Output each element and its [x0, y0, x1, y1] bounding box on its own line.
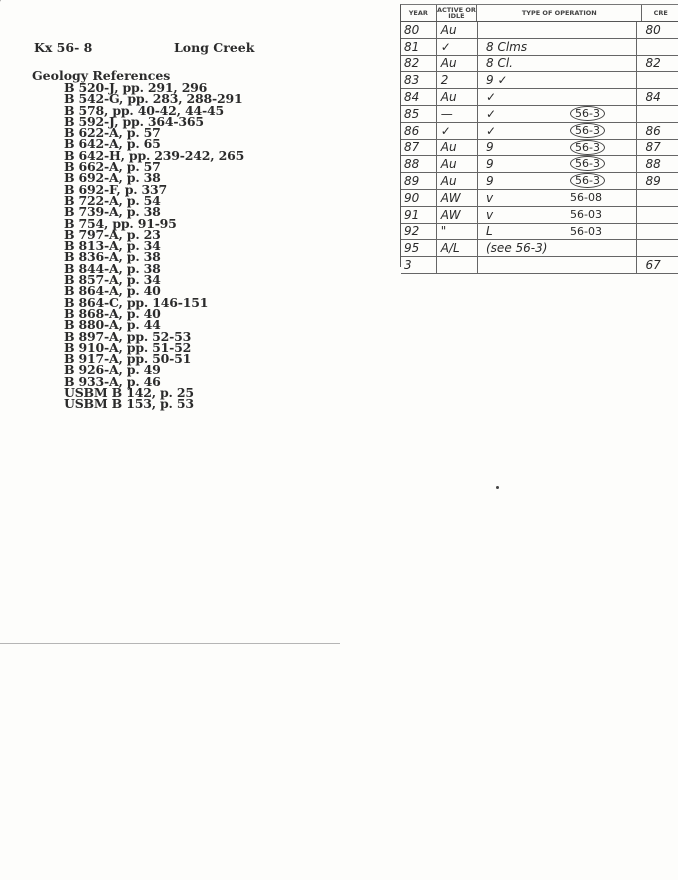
reference-item: USBM B 153, p. 53 [64, 396, 194, 412]
cell-type-text: v [486, 190, 494, 205]
cell-active: 2 [437, 72, 478, 88]
operations-row [401, 190, 678, 207]
cell-active: ✓ [437, 39, 478, 55]
cell-ref: 56-3 [570, 173, 605, 188]
cell-type-text: 9 ✓ [486, 73, 508, 88]
cell-year: 92 [401, 224, 437, 240]
header-active: ACTIVE OR IDLE [436, 6, 476, 20]
operations-row [401, 39, 678, 56]
header-type: TYPE OF OPERATION [477, 5, 642, 21]
cell-cre: 84 [645, 90, 661, 105]
cell-year: 85 [401, 106, 437, 122]
cell-year: 88 [401, 156, 437, 172]
reference-item: B 880-A, p. 44 [64, 317, 161, 333]
cell-cre [637, 190, 678, 206]
reference-item: B 926-A, p. 49 [64, 362, 161, 378]
cell-type [478, 72, 637, 88]
reference-item: B 857-A, p. 34 [64, 272, 161, 288]
cell-type-text: ✓ [486, 123, 497, 138]
cell-type [478, 173, 637, 189]
reference-item: B 844-A, p. 38 [64, 260, 161, 276]
reference-item: B 692-A, p. 38 [64, 170, 161, 186]
reference-item: B 520-J, pp. 291, 296 [64, 80, 208, 95]
cell-year: 91 [401, 207, 437, 223]
cell-year: 86 [401, 123, 437, 139]
operations-row [401, 257, 678, 274]
cell-cre: 82 [645, 56, 661, 71]
cell-cre [637, 207, 678, 223]
operations-header-row [401, 5, 678, 22]
reference-item: B 897-A, pp. 52-53 [64, 328, 192, 344]
operations-table [400, 4, 678, 273]
cell-type [478, 140, 637, 156]
cell-year: 89 [401, 173, 437, 189]
cell-type-text: 9 [486, 157, 494, 172]
cell-type [478, 156, 637, 172]
operations-row [401, 140, 678, 157]
cell-year: 82 [401, 56, 437, 72]
cell-active: AW [437, 190, 478, 206]
cell-cre [637, 106, 678, 122]
cell-ref: 56-3 [570, 106, 605, 121]
cell-ref: 56-3 [570, 123, 605, 138]
operations-row [401, 173, 678, 190]
cell-active: AW [437, 207, 478, 223]
cell-cre: 87 [645, 140, 661, 155]
cell-ref: 56-3 [570, 140, 605, 155]
cell-ref: 56-08 [570, 191, 602, 205]
header-year: YEAR [401, 5, 437, 21]
cell-type [478, 207, 637, 223]
cell-active: ✓ [437, 123, 478, 139]
reference-item: B 592-J, pp. 364-365 [64, 113, 204, 129]
cell-active: Au [437, 173, 478, 189]
operations-row [401, 56, 678, 73]
fold-line [0, 643, 340, 644]
cell-active [437, 257, 478, 273]
operations-row [401, 89, 678, 106]
cell-type [478, 224, 637, 240]
reference-item: B 578, pp. 40-42, 44-45 [64, 102, 224, 118]
cell-year: 95 [401, 240, 437, 256]
cell-ref: 56-03 [570, 224, 602, 238]
cell-cre [637, 224, 678, 240]
reference-item: B 642-H, pp. 239-242, 265 [64, 147, 245, 163]
cell-cre: 86 [645, 123, 661, 138]
cell-year: 90 [401, 190, 437, 206]
operations-row [401, 240, 678, 257]
cell-cre: 80 [645, 22, 661, 37]
cell-ref: 56-03 [570, 208, 602, 222]
reference-item: USBM B 142, p. 25 [64, 385, 194, 401]
cell-active: Au [437, 56, 478, 72]
cell-type [478, 89, 637, 105]
cell-type [478, 106, 637, 122]
cell-type [478, 56, 637, 72]
operations-row [401, 72, 678, 89]
cell-cre: 67 [645, 258, 661, 273]
operations-row [401, 106, 678, 123]
reference-item: B 864-A, p. 40 [64, 283, 161, 299]
reference-item: B 864-C, pp. 146-151 [64, 294, 209, 310]
reference-item: B 910-A, pp. 51-52 [64, 339, 192, 355]
cell-active: Au [437, 140, 478, 156]
cell-type-text: 9 [486, 174, 494, 189]
cell-active: Au [437, 89, 478, 105]
operations-row [401, 224, 678, 241]
cell-type-text: ✓ [486, 90, 497, 105]
reference-item: B 813-A, p. 34 [64, 238, 161, 254]
operations-row [401, 22, 678, 39]
cell-type-text: 8 Clms [486, 39, 528, 54]
cell-cre: 89 [645, 174, 661, 189]
cell-year: 87 [401, 140, 437, 156]
cell-year: 3 [401, 257, 437, 273]
cell-cre: 88 [645, 157, 661, 172]
reference-item: B 622-A, p. 57 [64, 125, 161, 141]
cell-year: 83 [401, 72, 437, 88]
cell-type-text: 9 [486, 140, 494, 155]
operations-row [401, 207, 678, 224]
reference-item: B 722-A, p. 54 [64, 192, 161, 208]
cell-type-text: ᒪ [486, 224, 493, 239]
cell-cre [637, 39, 678, 55]
operations-body [401, 22, 678, 274]
references-list [64, 82, 244, 410]
cell-year: 84 [401, 89, 437, 105]
cell-active: — [437, 106, 478, 122]
reference-item: B 542-G, pp. 283, 288-291 [64, 91, 243, 107]
cell-type [478, 257, 637, 273]
cell-ref: 56-3 [570, 156, 605, 171]
cell-type [478, 39, 637, 55]
cell-type-text: (see 56-3) [486, 241, 548, 256]
cell-type-text: 8 Cl. [486, 56, 513, 71]
corner-mark [0, 0, 11, 12]
reference-item: B 662-A, p. 57 [64, 159, 161, 175]
cell-type [478, 123, 637, 139]
operations-row [401, 156, 678, 173]
header-cre: CRE [653, 9, 668, 17]
cell-active: " [437, 224, 478, 240]
cell-year: 81 [401, 39, 437, 55]
cell-year: 80 [401, 22, 437, 38]
cell-cre [637, 240, 678, 256]
reference-item: B 642-A, p. 65 [64, 136, 161, 152]
reference-item: B 739-A, p. 38 [64, 204, 161, 220]
reference-item: B 692-F, p. 337 [64, 181, 168, 197]
cell-type [478, 240, 637, 256]
cell-active: Au [437, 156, 478, 172]
record-name: Long Creek [174, 40, 255, 55]
reference-item: B 797-A, p. 23 [64, 226, 161, 242]
record-id: Kx 56- 8 [34, 40, 93, 55]
cell-active: A/L [437, 240, 478, 256]
reference-item: B 754, pp. 91-95 [64, 215, 177, 231]
cell-cre [637, 72, 678, 88]
reference-item: B 933-A, p. 46 [64, 373, 161, 389]
reference-item: B 868-A, p. 40 [64, 305, 161, 321]
cell-type [478, 22, 637, 38]
speck [496, 486, 499, 489]
cell-type-text: v [486, 207, 494, 222]
cell-active: Au [437, 22, 478, 38]
reference-item: B 836-A, p. 38 [64, 249, 161, 265]
cell-type-text: ✓ [486, 106, 497, 121]
operations-row [401, 123, 678, 140]
reference-item: B 917-A, pp. 50-51 [64, 351, 192, 367]
references-title: Geology References [32, 68, 171, 83]
cell-type [478, 190, 637, 206]
